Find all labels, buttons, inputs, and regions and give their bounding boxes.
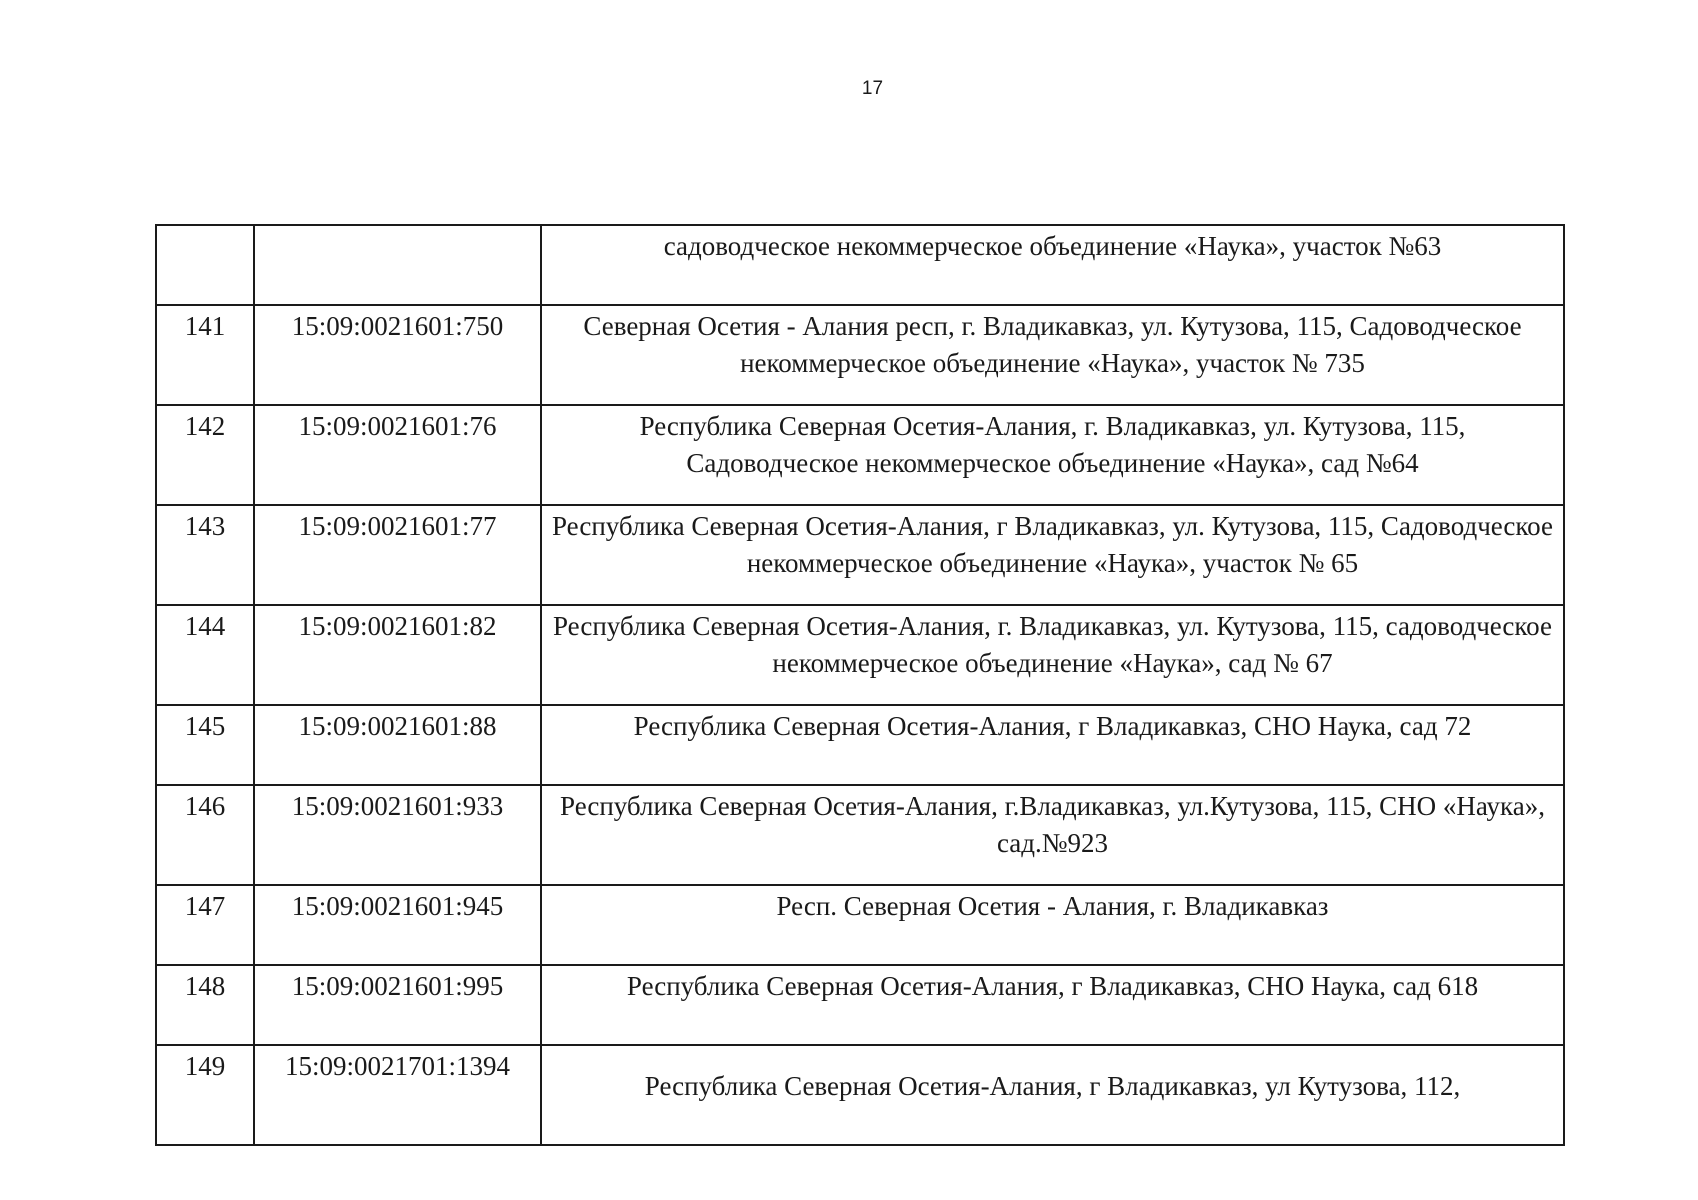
row-number-cell [156,225,254,305]
row-number-cell: 148 [156,965,254,1045]
cadastral-number-cell: 15:09:0021601:77 [254,505,541,605]
table-row [156,1045,1564,1145]
row-number-cell: 143 [156,505,254,605]
table-row [156,225,1564,305]
address-cell: Республика Северная Осетия-Алания, г Владикавказ, СНО Наука, сад 72 [541,705,1564,785]
cadastral-number-cell [254,225,541,305]
row-number-cell: 142 [156,405,254,505]
page-number: 17 [861,78,884,99]
address-cell: Республика Северная Осетия-Алания, г Владикавказ, СНО Наука, сад 618 [541,965,1564,1045]
table-row [156,885,1564,965]
land-plots-table [155,224,1565,1146]
address-cell: Республика Северная Осетия-Алания, г Владикавказ, ул. Кутузова, 115, Садоводческое некоммерческое объединение «Наука», участок № 65 [541,505,1564,605]
cadastral-number-cell: 15:09:0021601:995 [254,965,541,1045]
cadastral-number-cell: 15:09:0021601:933 [254,785,541,885]
address-cell: Республика Северная Осетия-Алания, г Владикавказ, ул Кутузова, 112, [541,1045,1564,1145]
cadastral-number-cell: 15:09:0021701:1394 [254,1045,541,1145]
row-number-cell: 144 [156,605,254,705]
address-cell: садоводческое некоммерческое объединение «Наука», участок №63 [541,225,1564,305]
address-cell: Респ. Северная Осетия - Алания, г. Владикавказ [541,885,1564,965]
row-number-cell: 146 [156,785,254,885]
table-row [156,785,1564,885]
address-cell: Республика Северная Осетия-Алания, г. Владикавказ, ул. Кутузова, 115, садоводческое некоммерческое объединение «Наука», сад № 67 [541,605,1564,705]
table-row [156,605,1564,705]
cadastral-number-cell: 15:09:0021601:750 [254,305,541,405]
row-number-cell: 147 [156,885,254,965]
row-number-cell: 145 [156,705,254,785]
table-row [156,965,1564,1045]
table-row [156,405,1564,505]
address-cell: Республика Северная Осетия-Алания, г. Владикавказ, ул. Кутузова, 115, Садоводческое некоммерческое объединение «Наука», сад №64 [541,405,1564,505]
cadastral-number-cell: 15:09:0021601:945 [254,885,541,965]
table-row [156,705,1564,785]
table-row [156,305,1564,405]
row-number-cell: 149 [156,1045,254,1145]
address-cell: Республика Северная Осетия-Алания, г.Владикавказ, ул.Кутузова, 115, СНО «Наука», сад.№923 [541,785,1564,885]
address-cell: Северная Осетия - Алания респ, г. Владикавказ, ул. Кутузова, 115, Садоводческое некоммерческое объединение «Наука», участок № 735 [541,305,1564,405]
cadastral-number-cell: 15:09:0021601:76 [254,405,541,505]
cadastral-number-cell: 15:09:0021601:82 [254,605,541,705]
table-row [156,505,1564,605]
cadastral-number-cell: 15:09:0021601:88 [254,705,541,785]
row-number-cell: 141 [156,305,254,405]
